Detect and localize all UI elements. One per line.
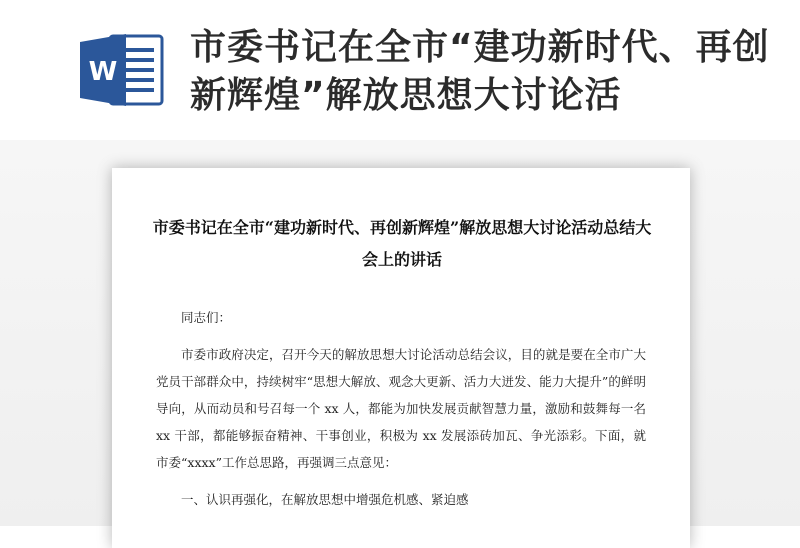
document-title: 市委书记在全市“建功新时代、再创新辉煌”解放思想大讨论活动总结大会上的讲话 bbox=[152, 218, 652, 269]
salutation: 同志们： bbox=[181, 310, 232, 325]
word-document-icon bbox=[76, 30, 172, 110]
document-page bbox=[112, 168, 690, 548]
page-title: 市委书记在全市“建功新时代、再创新辉煌”解放思想大讨论活 bbox=[190, 27, 770, 116]
header bbox=[0, 0, 800, 140]
section-heading: 一、认识再强化，在解放思想中增强危机感、紧迫感 bbox=[181, 492, 469, 507]
document-body bbox=[156, 304, 646, 513]
paragraph: 市委市政府决定，召开今天的解放思想大讨论活动总结会议，目的就是要在全市广大党员干部群众中，持续树牢“思想大解放、观念大更新、活力大迸发、能力大提升”的鲜明导向，从而动员和号召每一个 xx 人，都能为加快发展贡献智慧力量，激励和鼓舞每一名 xx 干部，都能够振奋精神、干事创业，积极为 xx 发展添砖加瓦、争光添彩。下面，就市委“xxxx”工作总思路，再强调三点意见： bbox=[156, 347, 646, 470]
word-icon-letter: W bbox=[88, 57, 118, 87]
